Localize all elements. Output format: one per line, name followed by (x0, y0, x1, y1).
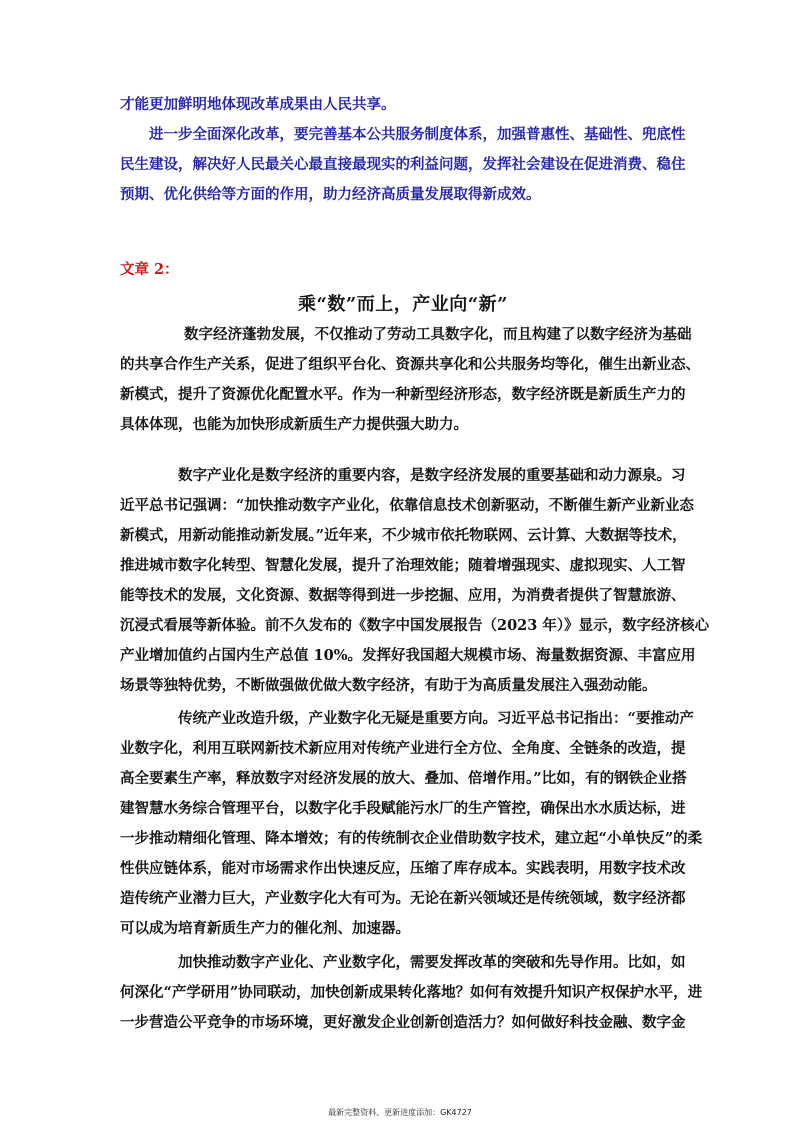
text-line: 民生建设，解决好人民最关心最直接最现实的利益问题，发挥社会建设在促进消费、稳住 (120, 156, 686, 173)
text-line: 沉浸式看展等新体验。前不久发布的《数字中国发展报告（2023 年）》显示，数字经济核心 (120, 617, 710, 634)
text-line: 数字产业化是数字经济的重要内容，是数字经济发展的重要基础和动力源泉。习 (178, 467, 686, 484)
text-line: 造传统产业潜力巨大，产业数字化大有可为。无论在新兴领域还是传统领域，数字经济都 (120, 890, 686, 907)
article-title: 乘“数”而上，产业向“新” (298, 294, 508, 315)
text-line: 的共享合作生产关系，促进了组织平台化、资源共享化和公共服务均等化，催生出新业态、 (120, 356, 700, 373)
text-line: 性供应链体系，能对市场需求作出快速反应，压缩了库存成本。实践表明，用数字技术改 (120, 860, 686, 877)
text-line: 场景等独特优势，不断做强做优做大数字经济，有助于为高质量发展注入强劲动能。 (120, 677, 657, 694)
text-line: 才能更加鲜明地体现改革成果由人民共享。 (120, 96, 396, 113)
text-line: 产业增加值约占国内生产总值 10%。发挥好我国超大规模市场、海量数据资源、丰富应用 (120, 647, 696, 664)
article-paragraph-1 (120, 320, 700, 440)
text-line: 新模式，提升了资源优化配置水平。作为一种新型经济形态，数字经济既是新质生产力的 (120, 386, 686, 403)
text-line: 可以成为培育新质生产力的催化剂、加速器。 (120, 920, 410, 937)
text-line: 近平总书记强调：“加快推动数字产业化，依靠信息技术创新驱动，不断催生新产业新业态 (120, 497, 694, 514)
article-paragraph-4 (120, 948, 703, 1038)
text-line: 新模式，用新动能推动新发展。”近年来，不少城市依托物联网、云计算、大数据等技术， (120, 527, 687, 544)
text-line: 传统产业改造升级，产业数字化无疑是重要方向。习近平总书记指出：“要推动产 (178, 710, 694, 727)
article-label: 文章 2： (120, 261, 179, 278)
text-line: 加快推动数字产业化、产业数字化，需要发挥改革的突破和先导作用。比如，如 (178, 954, 686, 971)
text-line: 进一步全面深化改革，要完善基本公共服务制度体系，加强普惠性、基础性、兜底性 (149, 126, 686, 143)
footer-note: 最新完整资料、更新进度添加：GK4727 (328, 1108, 472, 1117)
text-line: 高全要素生产率，释放数字对经济发展的放大、叠加、倍增作用。”比如，有的钢铁企业搭 (120, 770, 687, 787)
text-line: 业数字化，利用互联网新技术新应用对传统产业进行全方位、全角度、全链条的改造，提 (120, 740, 686, 757)
text-line: 推进城市数字化转型、智慧化发展，提升了治理效能；随着增强现实、虚拟现实、人工智 (120, 557, 686, 574)
prev-paragraph-1 (120, 90, 686, 120)
text-line: 一步营造公平竞争的市场环境，更好激发企业创新创造活力？如何做好科技金融、数字金 (120, 1014, 686, 1031)
text-line: 何深化“产学研用”协同联动，加快创新成果转化落地？如何有效提升知识产权保护水平，进 (120, 984, 703, 1001)
prev-paragraph-2 (120, 120, 686, 210)
text-line: 一步推动精细化管理、降本增效；有的传统制衣企业借助数字技术，建立起“小单快反”的柔 (120, 830, 703, 847)
text-line: 具体体现，也能为加快形成新质生产力提供强大助力。 (120, 416, 468, 433)
text-line: 数字经济蓬勃发展，不仅推动了劳动工具数字化，而且构建了以数字经济为基础 (184, 326, 692, 343)
text-line: 预期、优化供给等方面的作用，助力经济高质量发展取得新成效。 (120, 186, 541, 203)
article-paragraph-2 (120, 461, 710, 701)
text-line: 建智慧水务综合管理平台，以数字化手段赋能污水厂的生产管控，确保出水水质达标，进 (120, 800, 686, 817)
article-paragraph-3 (120, 704, 703, 944)
text-line: 能等技术的发展，文化资源、数据等得到进一步挖掘、应用，为消费者提供了智慧旅游、 (120, 587, 686, 604)
